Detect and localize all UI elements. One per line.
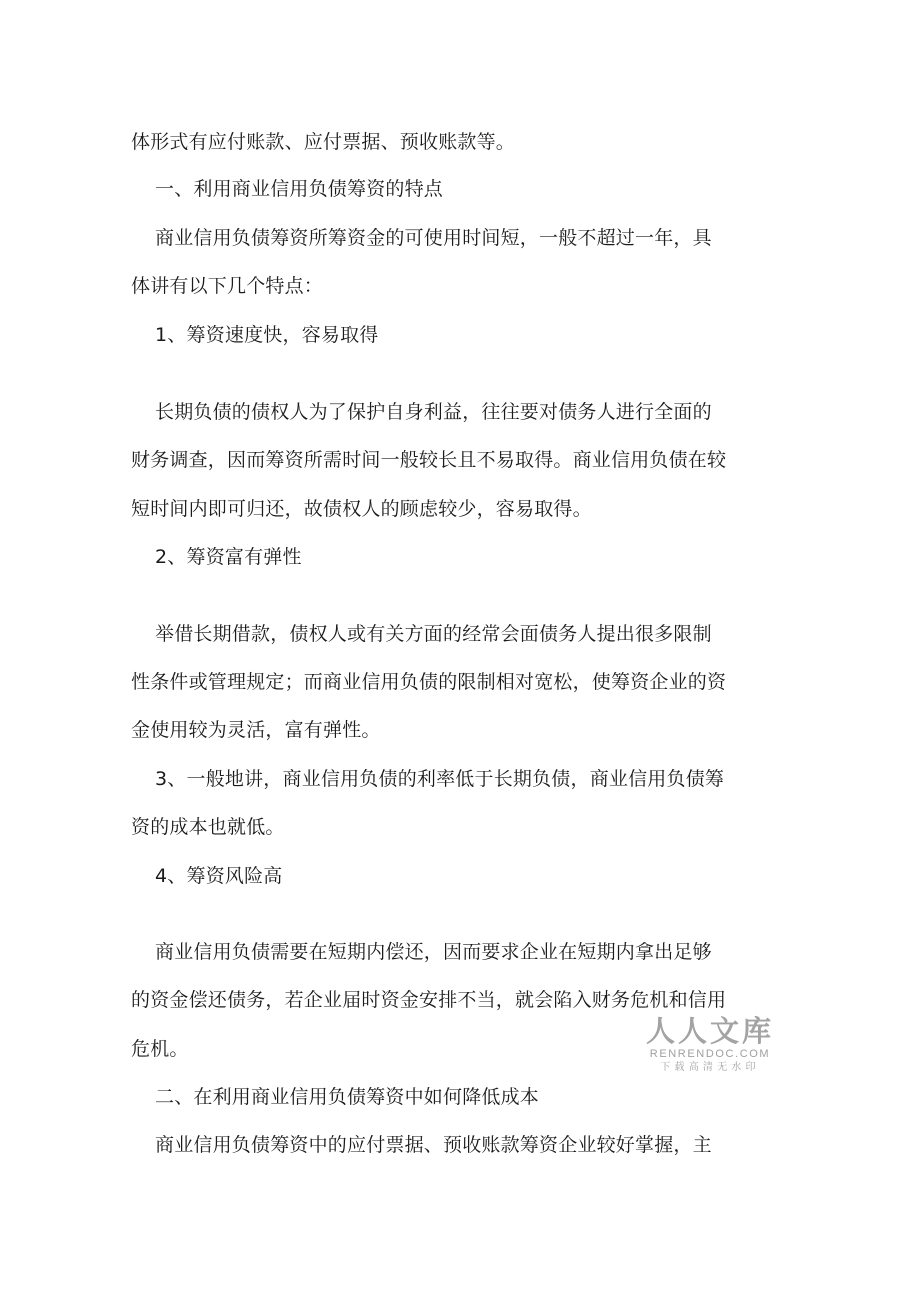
numbered-heading: 1、筹资速度快，容易取得 [155,324,379,346]
text-line: 财务调查，因而筹资所需时间一般较长且不易取得。商业信用负债在较 [131,449,727,471]
watermark-logo [644,1015,776,1074]
text-line: 性条件或管理规定；而商业信用负债的限制相对宽松，使筹资企业的资 [131,671,727,693]
watermark-domain: RENRENDOC.COM [649,1048,771,1060]
text-line: 商业信用负债筹资所筹资金的可使用时间短，一般不超过一年，具 [155,227,712,249]
text-line: 体形式有应付账款、应付票据、预收账款等。 [131,131,516,153]
numbered-heading: 3、一般地讲，商业信用负债的利率低于长期负债，商业信用负债筹 [155,768,725,790]
text-line: 长期负债的债权人为了保护自身利益，往往要对债务人进行全面的 [155,401,712,423]
section-heading: 一、利用商业信用负债筹资的特点 [155,178,444,200]
text-line: 商业信用负债筹资中的应付票据、预收账款筹资企业较好掌握，主 [155,1134,712,1156]
watermark-subtitle: 下载高清无水印 [660,1062,760,1073]
watermark-title: 人人文库 [645,1014,774,1048]
text-line: 短时间内即可归还，故债权人的顾虑较少，容易取得。 [131,498,592,520]
text-line: 危机。 [131,1038,189,1060]
numbered-heading: 4、筹资风险高 [155,865,283,887]
text-line: 的资金偿还债务，若企业届时资金安排不当，就会陷入财务危机和信用 [131,989,727,1011]
numbered-heading: 2、筹资富有弹性 [155,546,302,568]
text-line: 举借长期借款，债权人或有关方面的经常会面债务人提出很多限制 [155,623,712,645]
text-line: 体讲有以下几个特点： [131,275,324,297]
section-heading: 二、在利用商业信用负债筹资中如何降低成本 [155,1086,540,1108]
text-line: 商业信用负债需要在短期内偿还，因而要求企业在短期内拿出足够 [155,941,712,963]
text-line: 资的成本也就低。 [131,816,285,838]
text-line: 金使用较为灵活，富有弹性。 [131,719,381,741]
